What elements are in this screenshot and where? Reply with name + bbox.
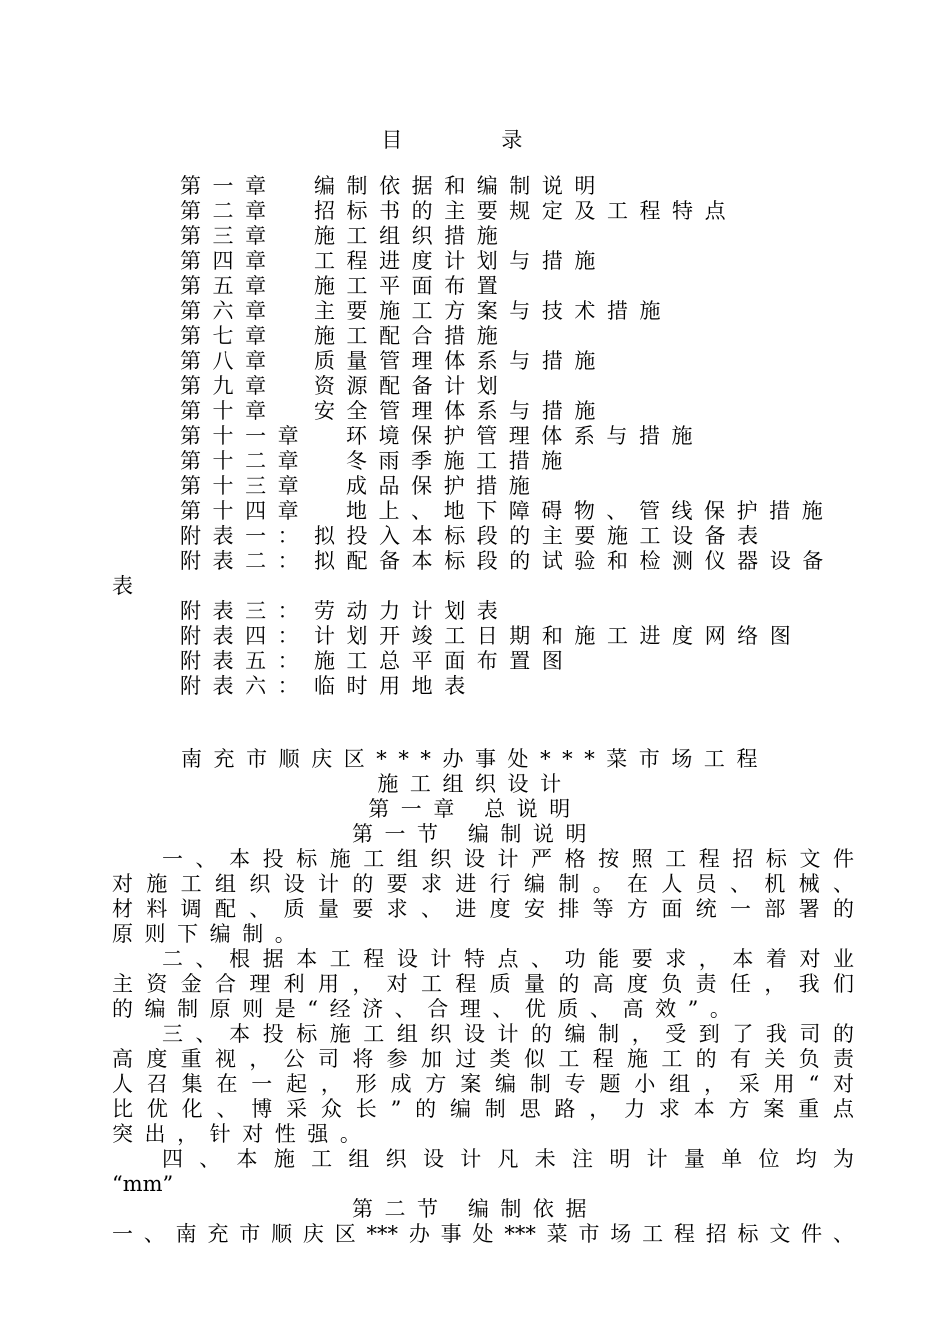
toc-entry: 第十三章 成品保护措施 bbox=[180, 474, 542, 498]
section-heading: 第一节 编制说明 bbox=[351, 822, 599, 846]
toc-entry: 第十二章 冬雨季施工措施 bbox=[180, 449, 574, 473]
table-of-contents-continued bbox=[180, 599, 803, 699]
toc-entry: 第九章 资源配备计划 bbox=[180, 374, 510, 398]
toc-entry: 第十四章 地上、地下障碍物、管线保护措施 bbox=[180, 499, 835, 523]
paragraph-line: 人召集在一起，形成方案编制专题小组，采用“对 bbox=[112, 1072, 854, 1096]
toc-appendix: 附表三： 劳动力计划表 bbox=[180, 599, 510, 623]
section-heading: 第二节 编制依据 bbox=[351, 1197, 599, 1221]
toc-entry: 第八章 质量管理体系与措施 bbox=[180, 349, 607, 373]
chapter-heading: 第一章 总说明 bbox=[368, 797, 582, 821]
paragraph-line: 主资金合理利用，对工程质量的高度负责任，我们 bbox=[112, 972, 854, 996]
toc-entry: 第三章 施工组织措施 bbox=[180, 224, 510, 248]
paragraph-line: “mm” bbox=[112, 1172, 174, 1196]
toc-appendix: 附表二： 拟配备本标段的试验和检测仪器设备 bbox=[180, 549, 835, 573]
paragraph-line: 比优化、博采众长”的编制思路，力求本方案重点 bbox=[112, 1097, 854, 1121]
paragraph-line: 二、根据本工程设计特点、功能要求，本着对业 bbox=[162, 947, 854, 971]
document-title: 施工组织设计 bbox=[377, 772, 573, 796]
paragraph-line: 四、本施工组织设计凡未注明计量单位均为 bbox=[162, 1147, 854, 1171]
project-title: 南充市顺庆区***办事处***菜市场工程 bbox=[181, 747, 769, 771]
paragraph-line: 对施工组织设计的要求进行编制。在人员、机械、 bbox=[112, 872, 854, 896]
paragraph-line: 一、南充市顺庆区***办事处***菜市场工程招标文件、 bbox=[112, 1222, 854, 1246]
paragraph-line: 原则下编制。 bbox=[112, 922, 308, 946]
toc-entry: 第五章 施工平面布置 bbox=[180, 274, 510, 298]
paragraph-line: 的编制原则是“经济、合理、优质、高效”。 bbox=[112, 997, 743, 1021]
toc-appendix: 附表六： 临时用地表 bbox=[180, 674, 477, 698]
toc-appendix: 附表一： 拟投入本标段的主要施工设备表 bbox=[180, 524, 770, 548]
toc-appendix: 附表四： 计划开竣工日期和施工进度网络图 bbox=[180, 624, 803, 648]
paragraph-line: 材料调配、质量要求、进度安排等方面统一部署的 bbox=[112, 897, 854, 921]
paragraph-line: 三、本投标施工组织设计的编制，受到了我司的 bbox=[162, 1022, 854, 1046]
toc-entry: 第六章 主要施工方案与技术措施 bbox=[180, 299, 673, 323]
paragraph-line: 突出，针对性强。 bbox=[112, 1122, 373, 1146]
toc-entry: 第十一章 环境保护管理体系与措施 bbox=[180, 424, 705, 448]
toc-entry: 第七章 施工配合措施 bbox=[180, 324, 510, 348]
toc-title: 目 录 bbox=[381, 128, 569, 152]
toc-appendix-continuation: 表 bbox=[112, 574, 133, 598]
paragraph-line: 高度重视，公司将参加过类似工程施工的有关负责 bbox=[112, 1047, 854, 1071]
toc-appendix: 附表五： 施工总平面布置图 bbox=[180, 649, 575, 673]
paragraph-line: 一、本投标施工组织设计严格按照工程招标文件 bbox=[162, 847, 854, 871]
toc-entry: 第一章 编制依据和编制说明 bbox=[180, 174, 607, 198]
toc-entry: 第四章 工程进度计划与措施 bbox=[180, 249, 607, 273]
toc-entry: 第十章 安全管理体系与措施 bbox=[180, 399, 607, 423]
table-of-contents bbox=[180, 174, 835, 574]
toc-entry: 第二章 招标书的主要规定及工程特点 bbox=[180, 199, 738, 223]
